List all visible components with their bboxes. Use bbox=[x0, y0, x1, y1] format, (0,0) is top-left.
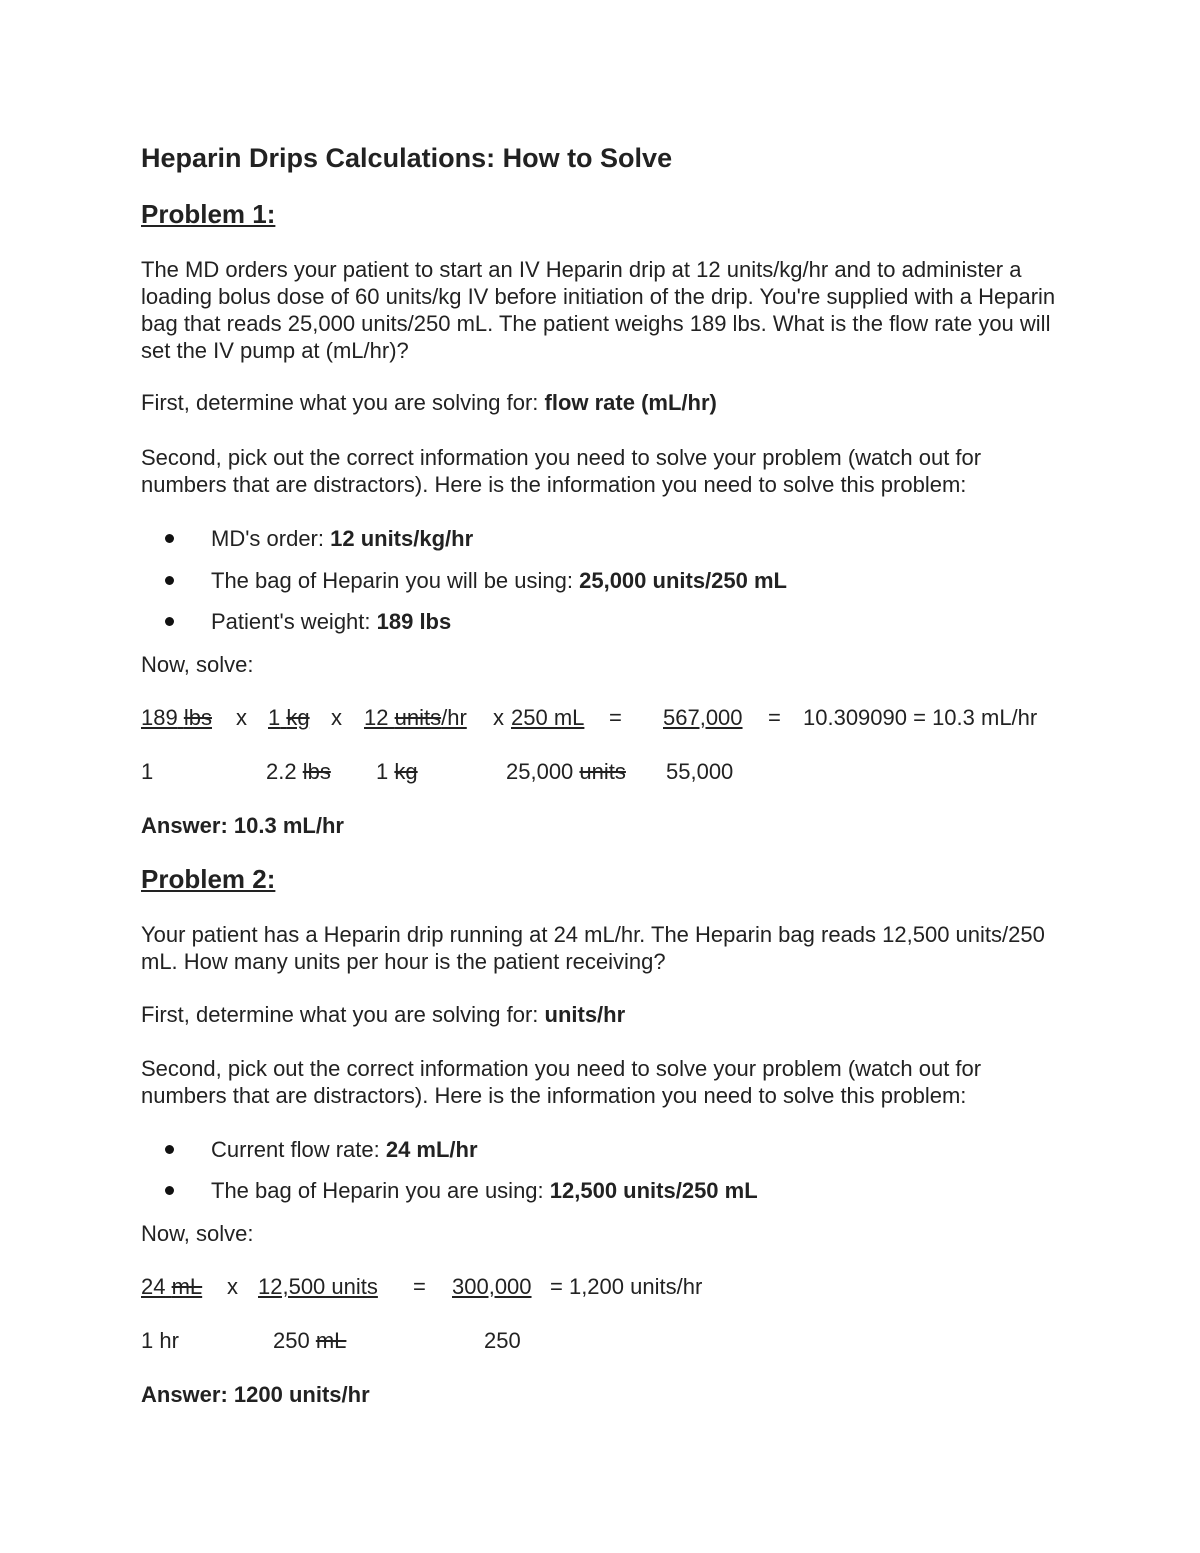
eq1-times-1: x bbox=[236, 705, 247, 730]
eq-value: 1 bbox=[268, 705, 281, 730]
eq1-factor-4-numerator: 250 mL bbox=[511, 705, 585, 730]
eq-cancelled-unit: mL bbox=[171, 1274, 203, 1299]
bullet-dot bbox=[165, 1145, 174, 1154]
first-step-value: units/hr bbox=[544, 1002, 626, 1027]
eq-value: 2.2 bbox=[266, 759, 297, 784]
bullet-label: The bag of Heparin you will be using: bbox=[211, 568, 580, 593]
bullet-value: 25,000 units/250 mL bbox=[579, 568, 787, 593]
bullet-dot bbox=[165, 617, 174, 626]
eq1-factor-2-numerator bbox=[268, 705, 310, 731]
first-step-prefix: First, determine what you are solving for: bbox=[141, 390, 545, 415]
eq-cancelled-unit: kg bbox=[394, 759, 418, 784]
problem-2-answer: Answer: 1200 units/hr bbox=[141, 1382, 370, 1407]
bullet-dot bbox=[165, 1186, 174, 1195]
eq1-times-2: x bbox=[331, 705, 342, 730]
problem-2-bullet-bag bbox=[211, 1178, 758, 1204]
bullet-value: 12 units/kg/hr bbox=[330, 526, 474, 551]
eq2-times-1: x bbox=[227, 1274, 238, 1299]
bullet-label: MD's order: bbox=[211, 526, 331, 551]
bullet-value: 12,500 units/250 mL bbox=[549, 1178, 758, 1203]
eq2-factor-2-denominator bbox=[273, 1328, 346, 1354]
eq1-factor-1-denominator: 1 bbox=[141, 759, 154, 784]
problem-1-first-step bbox=[141, 390, 717, 416]
problem-1-bullet-weight bbox=[211, 609, 451, 635]
problem-1-bullet-order bbox=[211, 526, 473, 552]
eq1-factor-4-denominator bbox=[506, 759, 626, 785]
bullet-dot bbox=[165, 576, 174, 585]
eq-value: 12 bbox=[364, 705, 389, 730]
first-step-value: flow rate (mL/hr) bbox=[544, 390, 717, 415]
eq-cancelled-unit: lbs bbox=[183, 705, 212, 730]
eq2-product-denominator: 250 bbox=[484, 1328, 521, 1353]
eq1-equals-1: = bbox=[609, 705, 622, 730]
bullet-value: 24 mL/hr bbox=[385, 1137, 478, 1162]
eq1-factor-3-denominator bbox=[376, 759, 418, 785]
eq2-factor-2-numerator: 12,500 units bbox=[258, 1274, 378, 1299]
problem-2-question: Your patient has a Heparin drip running at 24 mL/hr. The Heparin bag reads 12,500 units/250 mL. How many units per hour is the patient receiving? bbox=[141, 922, 1045, 974]
eq-value: 250 bbox=[273, 1328, 310, 1353]
eq1-result: 10.309090 = 10.3 mL/hr bbox=[803, 705, 1038, 730]
problem-2-bullet-flow bbox=[211, 1137, 478, 1163]
eq2-factor-1-numerator bbox=[141, 1274, 202, 1300]
eq1-times-3: x bbox=[493, 705, 504, 730]
problem-1-answer: Answer: 10.3 mL/hr bbox=[141, 813, 344, 838]
problem-1-now-solve: Now, solve: bbox=[141, 652, 254, 677]
eq-cancelled-unit: mL bbox=[315, 1328, 347, 1353]
bullet-label: The bag of Heparin you are using: bbox=[211, 1178, 550, 1203]
eq-unit: /hr bbox=[441, 705, 467, 730]
eq2-factor-1-denominator: 1 hr bbox=[141, 1328, 179, 1353]
eq1-factor-3-numerator bbox=[364, 705, 467, 731]
bullet-dot bbox=[165, 534, 174, 543]
eq-value: 189 bbox=[141, 705, 178, 730]
bullet-label: Patient's weight: bbox=[211, 609, 377, 634]
eq2-product-numerator: 300,000 bbox=[452, 1274, 532, 1299]
eq1-product-numerator: 567,000 bbox=[663, 705, 743, 730]
bullet-label: Current flow rate: bbox=[211, 1137, 386, 1162]
first-step-prefix: First, determine what you are solving for: bbox=[141, 1002, 545, 1027]
problem-2-second-step: Second, pick out the correct information you need to solve your problem (watch out for numbers that are distractors). Here is the information you need to solve this problem: bbox=[141, 1056, 982, 1108]
eq1-factor-1-numerator bbox=[141, 705, 212, 731]
eq1-factor-2-denominator bbox=[266, 759, 331, 785]
bullet-value: 189 lbs bbox=[376, 609, 452, 634]
eq1-product-denominator: 55,000 bbox=[666, 759, 734, 784]
eq1-equals-2: = bbox=[768, 705, 781, 730]
eq-cancelled-unit: units bbox=[579, 759, 626, 784]
eq-value: 24 bbox=[141, 1274, 166, 1299]
problem-2-first-step bbox=[141, 1002, 625, 1028]
problem-1-second-step: Second, pick out the correct information you need to solve your problem (watch out for numbers that are distractors). Here is the information you need to solve this problem: bbox=[141, 445, 982, 497]
eq-value: 25,000 bbox=[506, 759, 574, 784]
eq-cancelled-unit: kg bbox=[286, 705, 310, 730]
eq-cancelled-unit: units bbox=[394, 705, 442, 730]
problem-1-bullet-bag bbox=[211, 568, 787, 594]
problem-2-heading: Problem 2: bbox=[141, 864, 276, 894]
eq-cancelled-unit: lbs bbox=[302, 759, 331, 784]
eq2-equals-1: = bbox=[413, 1274, 426, 1299]
problem-1-heading: Problem 1: bbox=[141, 199, 276, 229]
problem-2-now-solve: Now, solve: bbox=[141, 1221, 254, 1246]
page-title: Heparin Drips Calculations: How to Solve bbox=[141, 143, 673, 173]
eq2-result: = 1,200 units/hr bbox=[550, 1274, 703, 1299]
eq-value: 1 bbox=[376, 759, 389, 784]
problem-1-question: The MD orders your patient to start an IV Heparin drip at 12 units/kg/hr and to administer a loading bolus dose of 60 units/kg IV before initiation of the drip. You're supplied with a Heparin bag that reads 25,000 units/250 mL. The patient weighs 189 lbs. What is the flow rate you will set the IV pump at (mL/hr)? bbox=[141, 257, 1056, 363]
